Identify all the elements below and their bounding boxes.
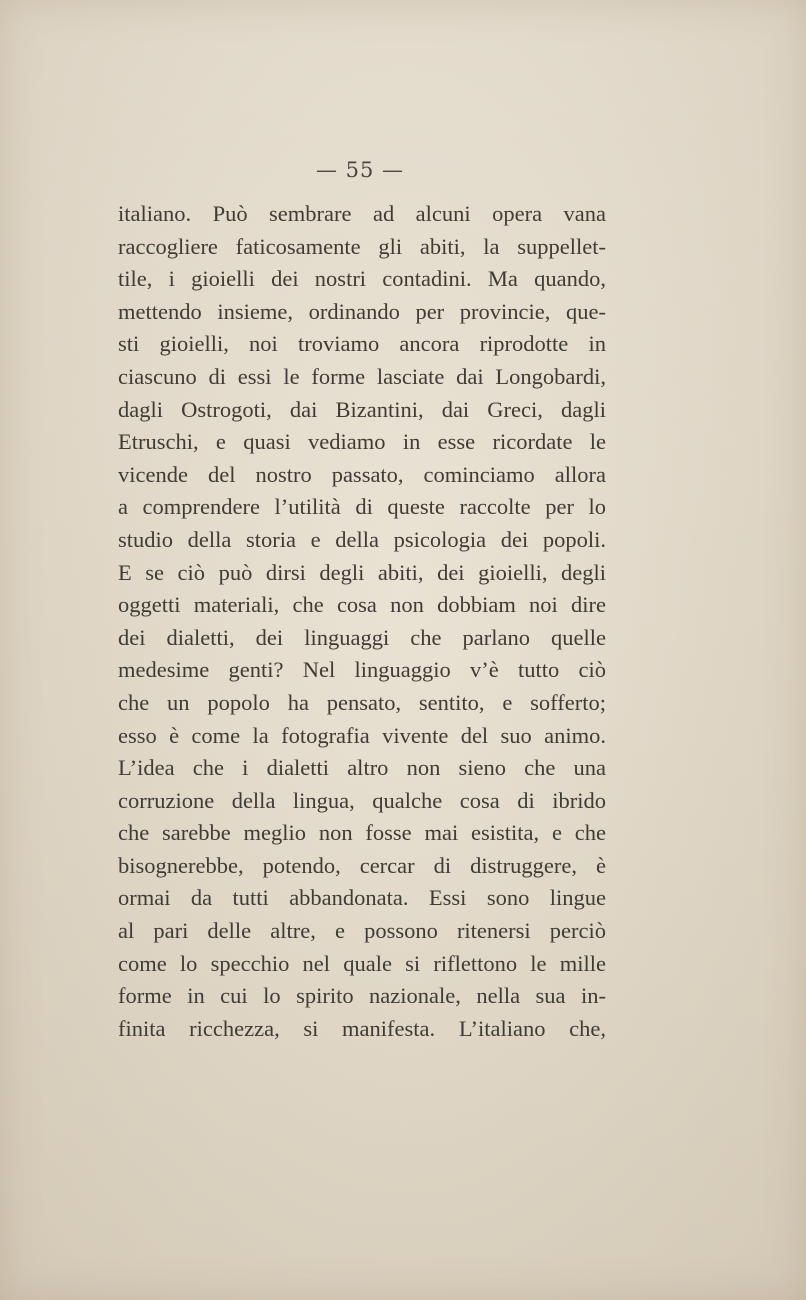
text-line: al pari delle altre, e possono ritenersi perciò	[118, 918, 606, 944]
text-line: medesime genti? Nel linguaggio v’è tutto ciò	[118, 657, 606, 683]
text-line: dagli Ostrogoti, dai Bizantini, dai Greci, dagli	[118, 396, 606, 422]
text-line: ciascuno di essi le forme lasciate dai Longobardi,	[118, 363, 606, 389]
page-number: — 55 —	[315, 158, 405, 182]
text-line: sti gioielli, noi troviamo ancora riprodotte in	[118, 331, 606, 357]
text-line: che sarebbe meglio non fosse mai esistita, e che	[118, 820, 606, 846]
text-line: italiano. Può sembrare ad alcuni opera vana	[118, 201, 606, 226]
text-line: L’idea che i dialetti altro non sieno che una	[118, 755, 606, 781]
text-line: vicende del nostro passato, cominciamo allora	[118, 461, 606, 487]
text-line: oggetti materiali, che cosa non dobbiam noi dire	[118, 592, 606, 618]
text-line: mettendo insieme, ordinando per provincie, que-	[118, 298, 606, 324]
text-line: forme in cui lo spirito nazionale, nella sua in-	[118, 983, 606, 1009]
text-line: esso è come la fotografia vivente del suo animo.	[118, 722, 606, 748]
text-line: ormai da tutti abbandonata. Essi sono lingue	[118, 885, 606, 911]
text-line: dei dialetti, dei linguaggi che parlano quelle	[118, 624, 606, 650]
text-line: Etruschi, e quasi vediamo in esse ricordate le	[118, 429, 606, 455]
text-line: raccogliere faticosamente gli abiti, la suppellet-	[118, 233, 606, 259]
text-line: a comprendere l’utilità di queste raccolte per lo	[118, 494, 606, 520]
text-line: bisognerebbe, potendo, cercar di distruggere, è	[118, 852, 606, 878]
text-line: E se ciò può dirsi degli abiti, dei gioielli, degli	[118, 559, 606, 585]
text-line: studio della storia e della psicologia dei popoli.	[118, 526, 606, 552]
text-line: corruzione della lingua, qualche cosa di ibrido	[118, 787, 606, 813]
text-line: tile, i gioielli dei nostri contadini. Ma quando,	[118, 266, 606, 292]
text-line: finita ricchezza, si manifesta. L’italiano che,	[118, 1015, 606, 1041]
text-line: che un popolo ha pensato, sentito, e sofferto;	[118, 689, 606, 715]
body-text	[118, 198, 606, 1045]
text-line: come lo specchio nel quale si riflettono le mille	[118, 950, 606, 976]
